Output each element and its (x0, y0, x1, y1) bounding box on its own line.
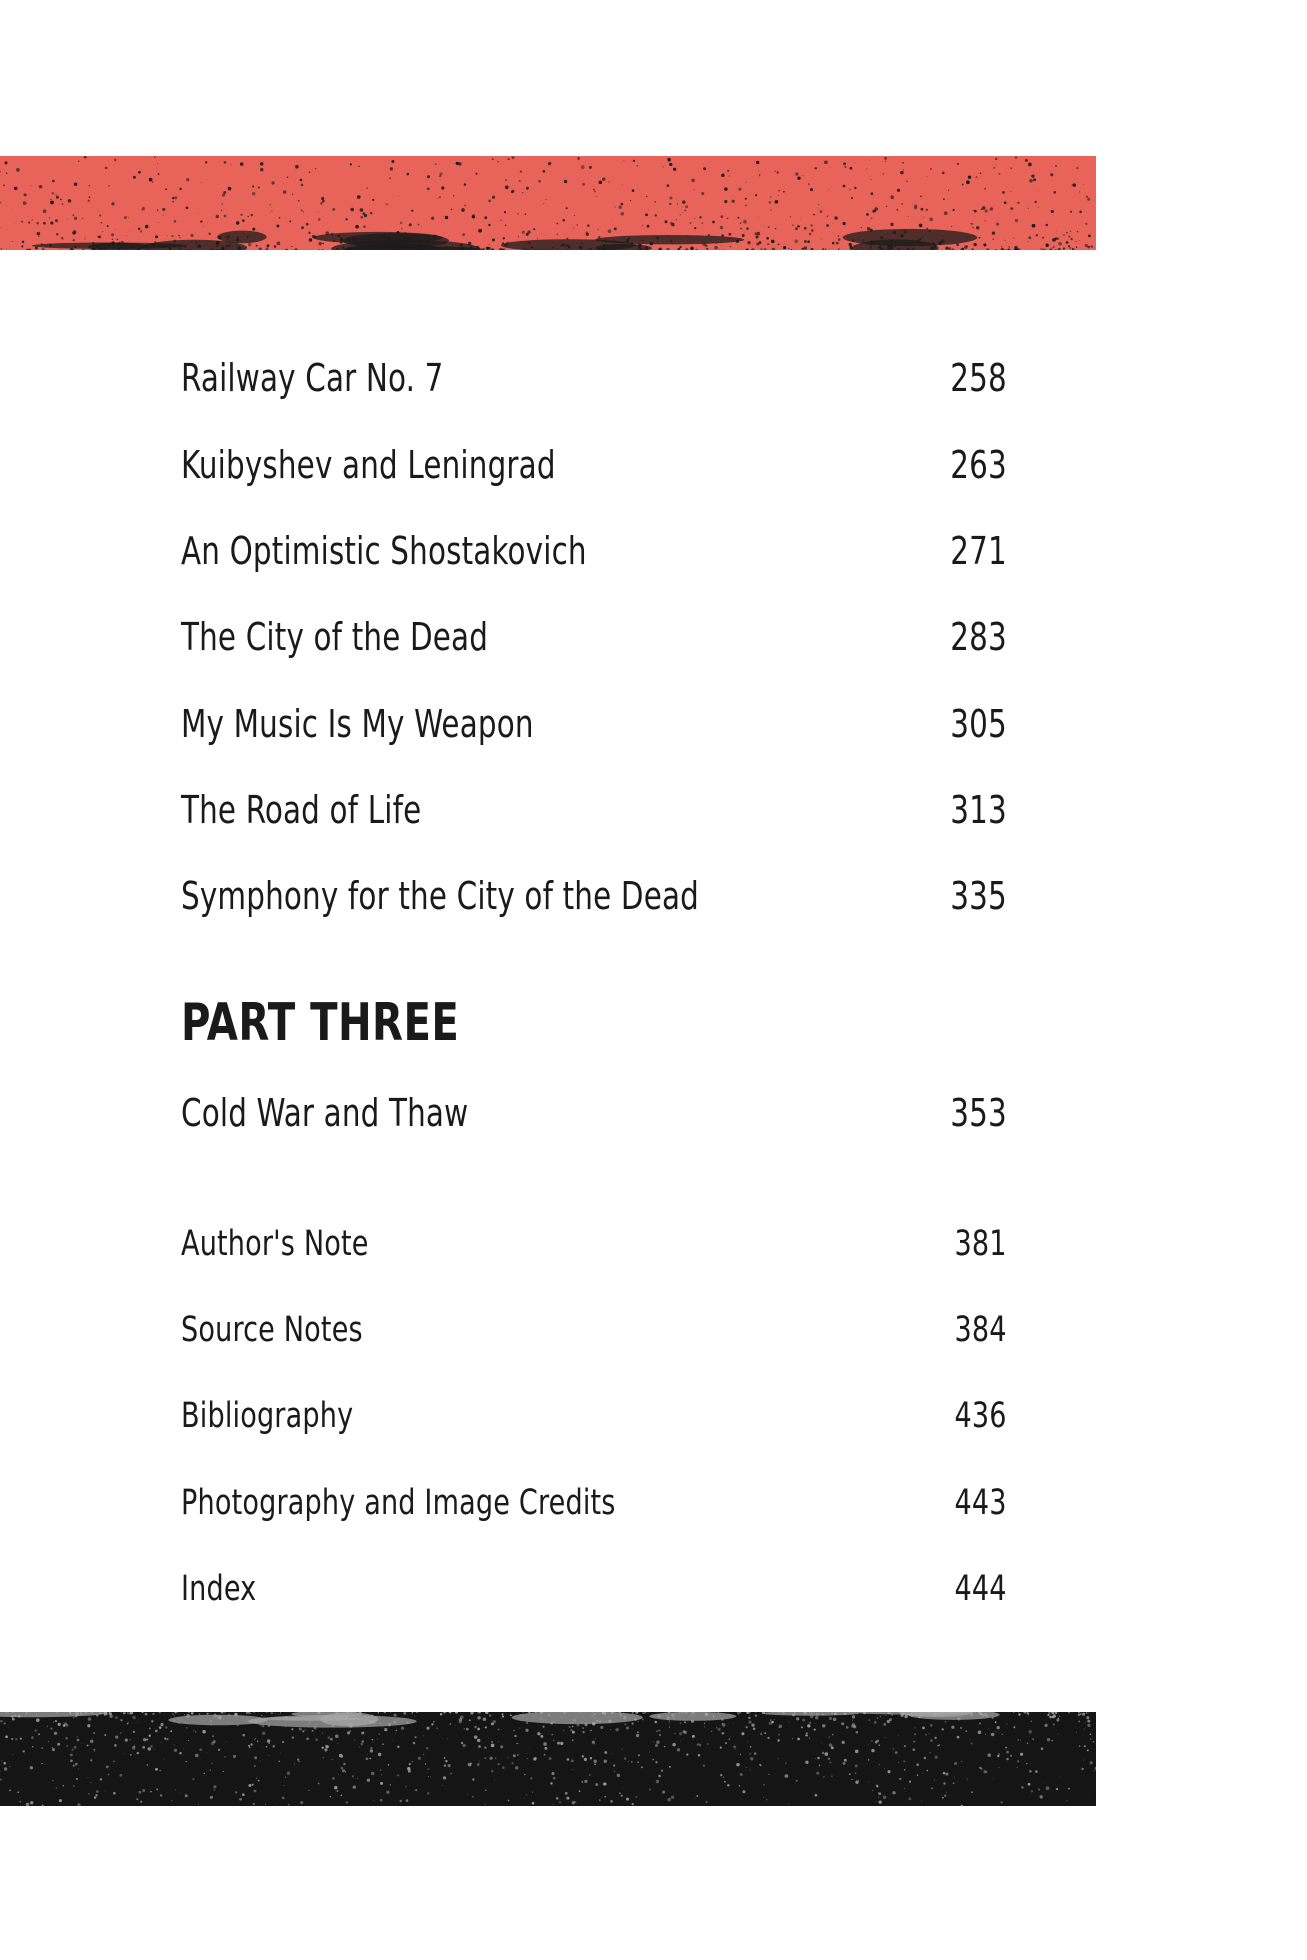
toc-entry-page: 283 (950, 615, 1007, 659)
bottom-decorative-band (0, 1712, 1096, 1806)
toc-entry-page: 335 (950, 874, 1007, 918)
toc-entry-page: 381 (954, 1224, 1007, 1264)
toc-entry-page: 313 (950, 788, 1007, 832)
toc-entry-title: Symphony for the City of the Dead (181, 874, 700, 918)
toc-entry-title: Index (181, 1569, 257, 1609)
toc-entry-kuibyshev[interactable] (181, 443, 1007, 487)
toc-entry-music-weapon[interactable] (181, 702, 1007, 746)
toc-entry-title: The City of the Dead (181, 615, 489, 659)
toc-entry-title: Railway Car No. 7 (181, 356, 444, 400)
toc-entry-symphony[interactable] (181, 874, 1007, 918)
toc-entry-page: 305 (950, 702, 1007, 746)
part-three-heading: PART THREE (181, 993, 460, 1053)
toc-entry-index[interactable] (181, 1569, 1007, 1609)
toc-entry-title: Cold War and Thaw (181, 1091, 469, 1135)
toc-entry-page: 271 (950, 529, 1007, 573)
toc-entry-city-of-dead[interactable] (181, 615, 1007, 659)
toc-entry-road-of-life[interactable] (181, 788, 1007, 832)
toc-entry-page: 263 (950, 443, 1007, 487)
toc-entry-image-credits[interactable] (181, 1483, 1007, 1523)
toc-entry-page: 444 (954, 1569, 1007, 1609)
toc-entry-authors-note[interactable] (181, 1224, 1007, 1264)
toc-entry-title: Source Notes (181, 1310, 363, 1350)
toc-entry-title: An Optimistic Shostakovich (181, 529, 587, 573)
toc-entry-page: 258 (950, 356, 1007, 400)
toc-entry-title: Bibliography (181, 1396, 354, 1436)
toc-entry-title: My Music Is My Weapon (181, 702, 534, 746)
top-band-texture (0, 156, 1096, 250)
bottom-band-texture (0, 1712, 1096, 1806)
toc-entry-title: Photography and Image Credits (181, 1483, 616, 1523)
toc-entry-railway-car[interactable] (181, 356, 1007, 400)
toc-entry-optimistic[interactable] (181, 529, 1007, 573)
toc-entry-page: 436 (954, 1396, 1007, 1436)
toc-entry-source-notes[interactable] (181, 1310, 1007, 1350)
toc-entry-page: 443 (954, 1483, 1007, 1523)
toc-entry-page: 353 (950, 1091, 1007, 1135)
toc-entry-cold-war[interactable] (181, 1091, 1007, 1135)
top-decorative-band (0, 156, 1096, 250)
toc-entry-title: Kuibyshev and Leningrad (181, 443, 556, 487)
toc-entry-title: The Road of Life (181, 788, 422, 832)
toc-entry-bibliography[interactable] (181, 1396, 1007, 1436)
toc-entry-title: Author's Note (181, 1224, 369, 1264)
toc-entry-page: 384 (954, 1310, 1007, 1350)
